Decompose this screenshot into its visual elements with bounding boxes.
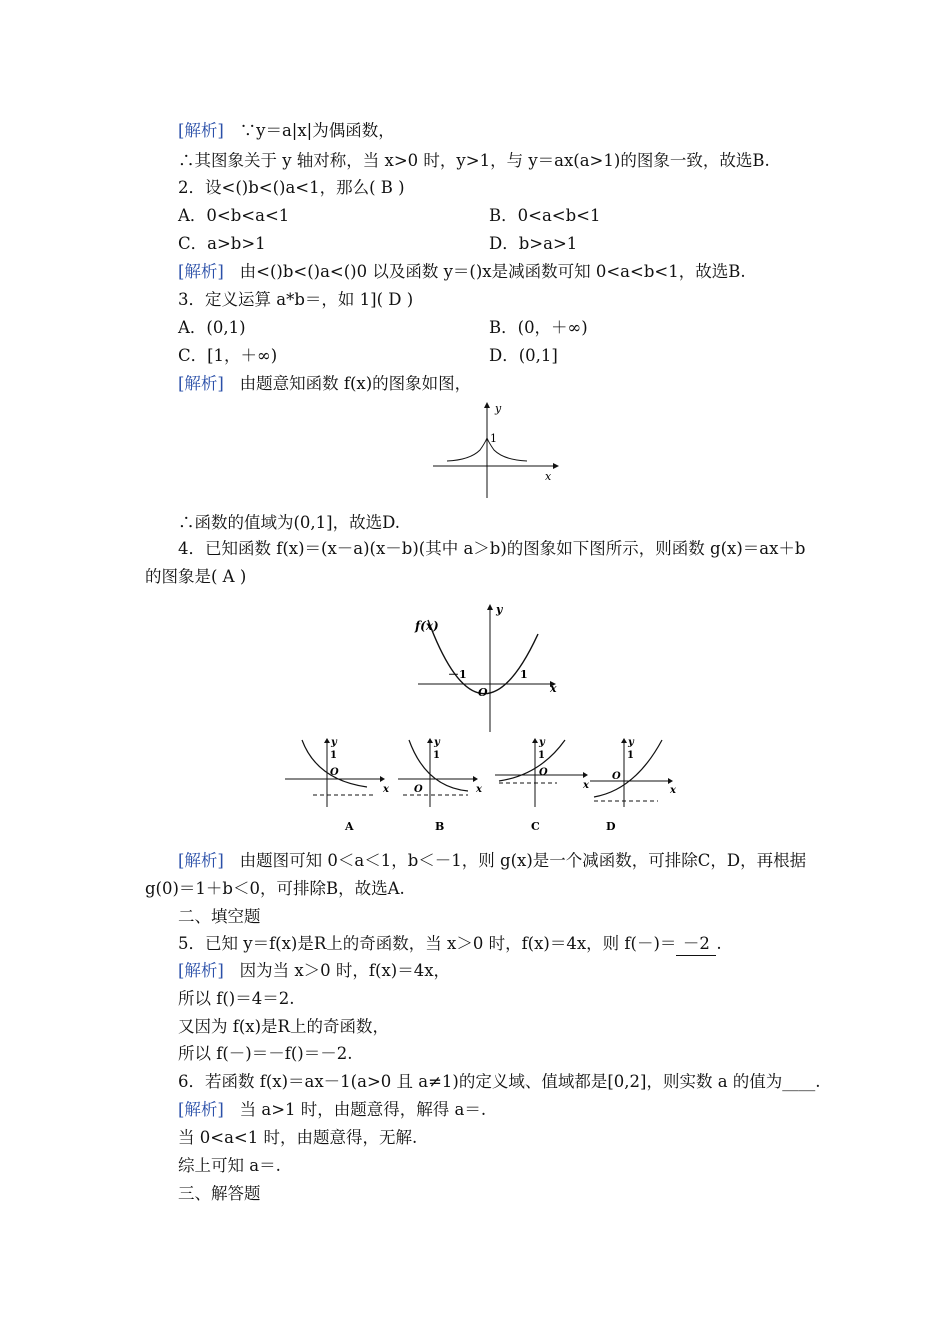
analysis-tag: [解析] [178,374,224,393]
one-label: 1 [330,750,337,761]
x-label: x [545,470,552,483]
one-label: 1 [627,750,634,761]
one-label: 1 [538,750,545,761]
x-label: x [383,784,389,795]
x-label: x [670,785,676,796]
y-label: y [495,402,502,415]
y-label: y [331,737,337,748]
q2-option-d: D．b>a>1 [489,234,578,253]
answer-q5: －2 [676,933,716,956]
text-s5a: 因为当 x＞0 时，f(x)＝4x， [239,961,451,980]
analysis-tag: [解析] [178,121,224,140]
solution-q5-line-3: 又因为 f(x)是R上的奇函数， [178,1017,389,1036]
choice-b-label: B [435,820,445,833]
text-q5: 5．已知 y＝f(x)是R上的奇函数，当 x＞0 时，f(x)＝4x，则 f(－)＝ [178,934,677,953]
y-label: y [434,737,440,748]
text-s4a: 由题图可知 0＜a＜1，b＜－1，则 g(x)是一个减函数，可排除C，D，再根据 [239,851,807,870]
y-label: y [539,737,545,748]
choice-a-label: A [345,820,354,833]
section-2-heading: 二、填空题 [178,907,261,926]
y-label: y [628,737,634,748]
choice-b-graph [398,737,483,833]
solution-q2 [178,261,746,283]
y-label: y [496,603,503,616]
question-4-line-1: 4．已知函数 f(x)＝(x－a)(x－b)(其中 a＞b)的图象如下图所示，则函数 g(x)＝ax＋b [178,539,806,558]
solution-q6-line-3: 综上可知 a＝. [178,1156,281,1175]
solution-q5-line-1 [178,960,450,982]
solution-q5-line-4: 所以 f(－)＝－f()＝－2. [178,1044,353,1063]
figure-q4-fx [410,600,565,735]
fx-label: f(x) [415,619,439,633]
q2-option-c: C．a>b>1 [178,234,266,253]
text-s2: 由<()b<()a<()0 以及函数 y＝()x是减函数可知 0<a<b<1，故选B. [239,262,746,281]
solution-q6-line-1 [178,1099,486,1121]
x-label: x [583,780,589,791]
analysis-tag: [解析] [178,851,224,870]
choice-d-graph [590,737,677,833]
question-4-line-2: 的图象是( A ) [145,567,247,586]
q3-option-c: C．[1，＋∞) [178,346,278,365]
q2-option-b: B．0<a<b<1 [489,206,601,225]
solution-q4-line-1 [178,850,806,872]
solution-line-1 [178,120,395,142]
solution-q5-line-2: 所以 f()＝4＝2. [178,989,295,1008]
origin-label: O [478,686,488,699]
q3-option-a: A．(0,1) [178,318,246,337]
choice-a-graph [285,737,390,833]
one-label: 1 [433,750,440,761]
choice-d-label: D [606,820,616,833]
solution-q4-line-2: g(0)＝1＋b＜0，可排除B，故选A. [145,879,405,898]
question-3: 3．定义运算 a*b＝，如 1]( D ) [178,290,414,309]
x-label: x [550,682,557,695]
origin-label: O [539,767,548,778]
q2-option-a: A．0<b<a<1 [178,206,290,225]
choice-c-label: C [531,820,540,833]
analysis-tag: [解析] [178,961,224,980]
solution-q3 [178,373,471,395]
question-6: 6．若函数 f(x)＝ax－1(a>0 且 a≠1)的定义域、值域都是[0,2]，则实数 a 的值为____. [178,1072,821,1091]
one-label: 1 [490,432,497,445]
text-s3: 由题意知函数 f(x)的图象如图， [239,374,472,393]
analysis-tag: [解析] [178,1100,224,1119]
parabola [428,620,538,694]
q3-option-d: D．(0,1] [489,346,558,365]
minus-one-label: －1 [448,668,467,681]
solution-q3-end: ∴函数的值域为(0,1]，故选D. [178,513,401,532]
x-label: x [476,784,482,795]
solution-q6-line-2: 当 0<a<1 时，由题意得，无解. [178,1128,418,1147]
question-5: 5．已知 y＝f(x)是R上的奇函数，当 x＞0 时，f(x)＝4x，则 f(－)＝ －2 . [178,933,722,956]
text-l1: ∵y＝a|x|为偶函数， [239,121,395,140]
text-s6a: 当 a>1 时，由题意得，解得 a＝. [239,1100,487,1119]
origin-label: O [612,771,621,782]
figure-q3-graph [425,398,560,503]
q3-option-b: B．(0，＋∞) [489,318,588,337]
y-axis-arrow [487,604,493,610]
section-3-heading: 三、解答题 [178,1184,261,1203]
figure-q4-choices [285,735,685,835]
solution-line-2: ∴其图象关于 y 轴对称，当 x>0 时，y>1，与 y＝ax(a>1)的图象一致，故选B. [178,151,770,170]
x-axis-arrow [553,463,559,469]
origin-label: O [414,784,423,795]
one-label: 1 [520,668,528,681]
analysis-tag: [解析] [178,262,224,281]
y-axis-arrow [484,402,490,408]
choice-c-graph [495,737,590,833]
origin-label: O [330,767,339,778]
question-2: 2．设<()b<()a<1，那么( B ) [178,178,405,197]
